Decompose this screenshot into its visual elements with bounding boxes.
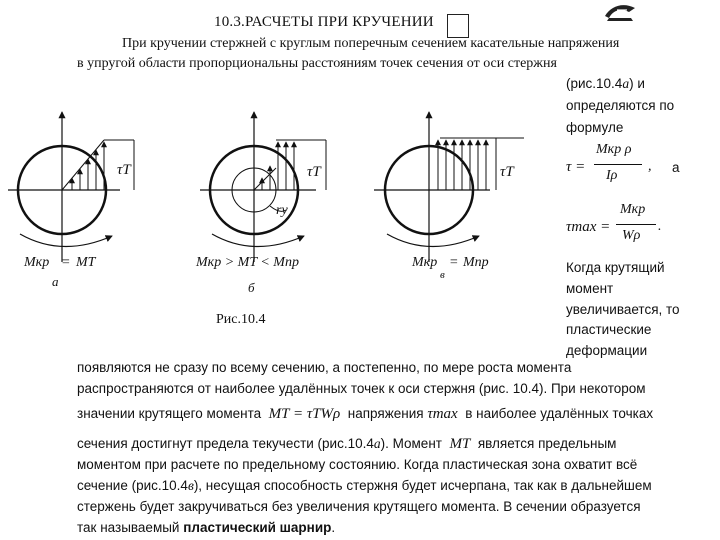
page-title: 10.3.РАСЧЕТЫ ПРИ КРУЧЕНИИ (214, 14, 434, 30)
diagram-a-eq: = (61, 255, 71, 270)
side-line-5: момент (566, 281, 614, 296)
figure-10-4 (0, 100, 560, 330)
diagram-b (200, 112, 326, 262)
diagram-a-mt: MT (76, 255, 96, 270)
diagram-a-label: а (52, 274, 59, 289)
diagram-a (8, 112, 134, 262)
title-frame-box (447, 14, 469, 38)
side-line-8: деформации (566, 343, 648, 358)
diagram-b-moment: Mкр > MT < Mпр (196, 255, 299, 270)
side-line-2: определяются по (566, 98, 675, 113)
diagram-c-eq: = (449, 255, 459, 270)
side-line-1: (рис.10.4а) и (566, 76, 645, 91)
diagram-b-tau: τT (307, 164, 321, 180)
side-line-4: Когда крутящий (566, 260, 665, 275)
intro-line-1: При кручении стержней с круглым поперечным сечением касательные напряжения (122, 36, 620, 51)
diagram-b-radius: rу (276, 203, 288, 218)
diagram-b-label: б (248, 280, 255, 295)
para-line-3: значении крутящего момента MT = τTWρ напряжения τmax в наиболее удалённых точках (77, 406, 654, 422)
para-line-1: появляются не сразу по всему сечению, а постепенно, по мере роста момента (77, 360, 572, 375)
para-line-6: сечение (рис.10.4в), несущая способность стержня будет исчерпана, так как в дальнейшем (77, 478, 652, 493)
diagram-c-mpr: Mпр (463, 255, 489, 270)
figure-caption: Рис.10.4 (216, 312, 266, 327)
side-line-3: формуле (566, 120, 624, 135)
diagram-c-mkr: Mкр (412, 255, 438, 270)
para-line-2: распространяются от наиболее удалённых точек к оси стержня (рис. 10.4). При некотором (77, 381, 646, 396)
para-line-8: так называемый пластический шарнир. (77, 520, 336, 535)
formula-tau-max: τmax = Mкр Wρ . (566, 202, 662, 243)
side-a-word: а (672, 160, 680, 175)
formula-tau: τ = Mкр ρ Iρ , (566, 142, 652, 183)
diagram-c-tau: τT (500, 164, 514, 180)
intro-line-2: в упругой области пропорциональны расстояниям точек сечения от оси стержня (77, 56, 557, 71)
para-line-5: моментом при расчете по предельному состоянию. Когда пластическая зона охватит всё (77, 457, 638, 472)
diagram-a-mkr: Mкр (24, 255, 50, 270)
side-line-6: увеличивается, то (566, 302, 680, 317)
para-line-4: сечения достигнут предела текучести (рис.10.4а). Момент MT является предельным (77, 436, 617, 452)
para-line-7: стержень будет закручиваться без увеличения крутящего момента. В сечении образуется (77, 499, 641, 514)
diagram-a-tau: τT (117, 162, 131, 178)
diagram-c (374, 112, 524, 262)
side-line-7: пластические (566, 322, 652, 337)
diagram-c-label: в (440, 269, 445, 281)
logo-icon (603, 2, 637, 22)
